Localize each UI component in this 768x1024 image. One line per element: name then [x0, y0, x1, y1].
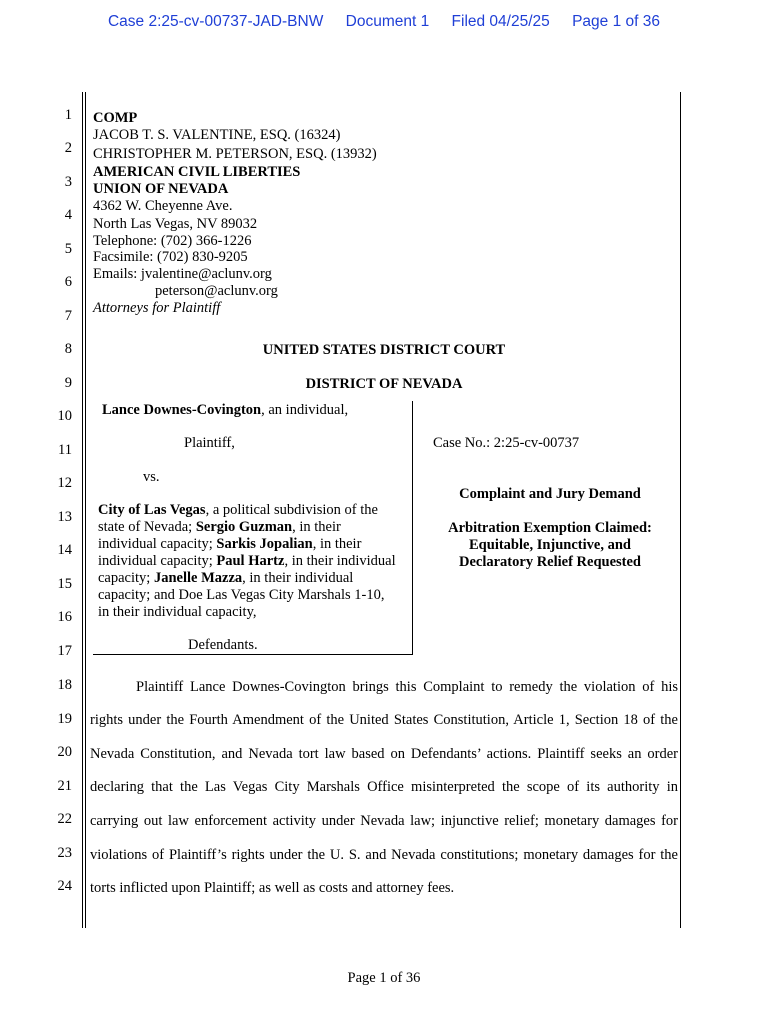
line-number: 21 — [57, 778, 72, 794]
left-margin-rule-outer — [82, 92, 83, 928]
defendant-description: individual capacity; — [98, 536, 217, 552]
court-name: UNITED STATES DISTRICT COURT — [262, 342, 506, 358]
plaintiff-name: Lance Downes-Covington — [102, 402, 262, 418]
line-number: 18 — [57, 677, 72, 693]
defendant-line — [98, 570, 353, 587]
line-number: 5 — [64, 241, 72, 257]
defendant-description: capacity; — [98, 570, 154, 586]
defendant-description: , in their — [312, 536, 362, 552]
line-number: 8 — [64, 341, 72, 357]
paragraph-line: rights under the Fourth Amendment of the United States Constitution, Article 1, Section 18 of the — [90, 712, 678, 728]
case-number: Case No.: 2:25-cv-00737 — [433, 435, 580, 451]
ecf-filed-date: Filed 04/25/25 — [451, 13, 550, 30]
defendant-description: , a political subdivision of the — [205, 502, 378, 518]
line-number: 11 — [58, 442, 72, 458]
emails: Emails: jvalentine@aclunv.org — [93, 266, 272, 282]
right-margin-rule — [680, 92, 681, 928]
defendant-line: capacity; and Doe Las Vegas City Marshals 1-10, — [98, 587, 385, 603]
defendant-description: , in their — [292, 519, 341, 535]
street-address: 4362 W. Cheyenne Ave. — [93, 198, 233, 214]
defendant-line — [98, 536, 361, 553]
line-number: 3 — [64, 174, 72, 190]
line-number: 23 — [57, 845, 72, 861]
arbitration-exemption: Declaratory Relief Requested — [459, 554, 641, 570]
defendant-line: in their individual capacity, — [98, 604, 257, 620]
organization-name: AMERICAN CIVIL LIBERTIES — [93, 164, 301, 180]
line-number: 4 — [64, 207, 72, 223]
facsimile: Facsimile: (702) 830-9205 — [93, 249, 248, 265]
defendant-name: Sarkis Jopalian — [216, 536, 313, 552]
attorney-role: Attorneys for Plaintiff — [93, 300, 221, 316]
defendant-name: Janelle Mazza — [153, 570, 243, 586]
line-number: 12 — [57, 475, 72, 491]
organization-name: UNION OF NEVADA — [93, 181, 229, 197]
line-number: 22 — [57, 811, 72, 827]
emails-continued: peterson@aclunv.org — [155, 283, 278, 299]
ecf-page-count: Page 1 of 36 — [572, 13, 661, 30]
line-number: 7 — [64, 308, 72, 324]
defendant-description: individual capacity; — [98, 553, 217, 569]
telephone: Telephone: (702) 366-1226 — [93, 233, 252, 249]
line-number: 13 — [57, 509, 72, 525]
page-footer: Page 1 of 36 — [347, 970, 421, 986]
line-number: 16 — [57, 609, 72, 625]
document-code: COMP — [93, 110, 138, 126]
paragraph-line: declaring that the Las Vegas City Marshals Office misinterpreted the scope of its authority in — [90, 779, 678, 795]
plaintiff-description: , an individual, — [261, 402, 349, 418]
ecf-case-number: Case 2:25-cv-00737-JAD-BNW — [107, 13, 324, 30]
paragraph-line: carrying out law enforcement activity under Nevada law; injunctive relief; monetary damages for — [90, 813, 678, 829]
versus: vs. — [143, 469, 160, 485]
attorney-name: JACOB T. S. VALENTINE, ESQ. (16324) — [93, 127, 341, 143]
defendant-name: Sergio Guzman — [195, 519, 293, 535]
line-number: 9 — [64, 375, 72, 391]
defendant-name: City of Las Vegas — [98, 502, 206, 518]
document-title: Complaint and Jury Demand — [459, 486, 641, 502]
attorney-name: CHRISTOPHER M. PETERSON, ESQ. (13932) — [93, 146, 377, 162]
line-number: 20 — [57, 744, 72, 760]
line-number: 2 — [64, 140, 72, 156]
city-address: North Las Vegas, NV 89032 — [93, 216, 258, 232]
defendant-description: , in their individual — [284, 553, 396, 569]
defendant-line — [98, 502, 378, 519]
plaintiff-party — [102, 402, 348, 419]
line-number: 15 — [57, 576, 72, 592]
court-district: DISTRICT OF NEVADA — [305, 376, 463, 392]
paragraph-line: Nevada Constitution, and Nevada tort law based on Defendants’ actions. Plaintiff seeks an order — [90, 746, 678, 762]
defendant-line — [98, 519, 341, 536]
defendant-description: state of Nevada; — [98, 519, 196, 535]
defendant-description: , in their individual — [242, 570, 354, 586]
paragraph-line: violations of Plaintiff’s rights under the U. S. and Nevada constitutions; monetary damages for the — [90, 847, 678, 863]
line-number: 6 — [64, 274, 72, 290]
line-number: 14 — [57, 542, 72, 558]
left-margin-rule-inner — [85, 92, 86, 928]
arbitration-exemption: Equitable, Injunctive, and — [469, 537, 631, 553]
line-number: 24 — [57, 878, 72, 894]
ecf-header — [0, 13, 768, 31]
defendants-label: Defendants. — [188, 637, 258, 653]
defendant-name: Paul Hartz — [216, 553, 285, 569]
line-number: 19 — [57, 711, 72, 727]
line-number: 1 — [64, 107, 72, 123]
paragraph-line: Plaintiff Lance Downes-Covington brings this Complaint to remedy the violation of his — [136, 679, 678, 695]
defendant-line — [98, 553, 396, 570]
plaintiff-label: Plaintiff, — [184, 435, 235, 451]
ecf-document-number: Document 1 — [345, 13, 430, 30]
line-number: 10 — [57, 408, 72, 424]
paragraph-line: torts inflicted upon Plaintiff; as well as costs and attorney fees. — [90, 880, 455, 896]
line-number: 17 — [57, 643, 72, 659]
arbitration-exemption: Arbitration Exemption Claimed: — [448, 520, 652, 536]
